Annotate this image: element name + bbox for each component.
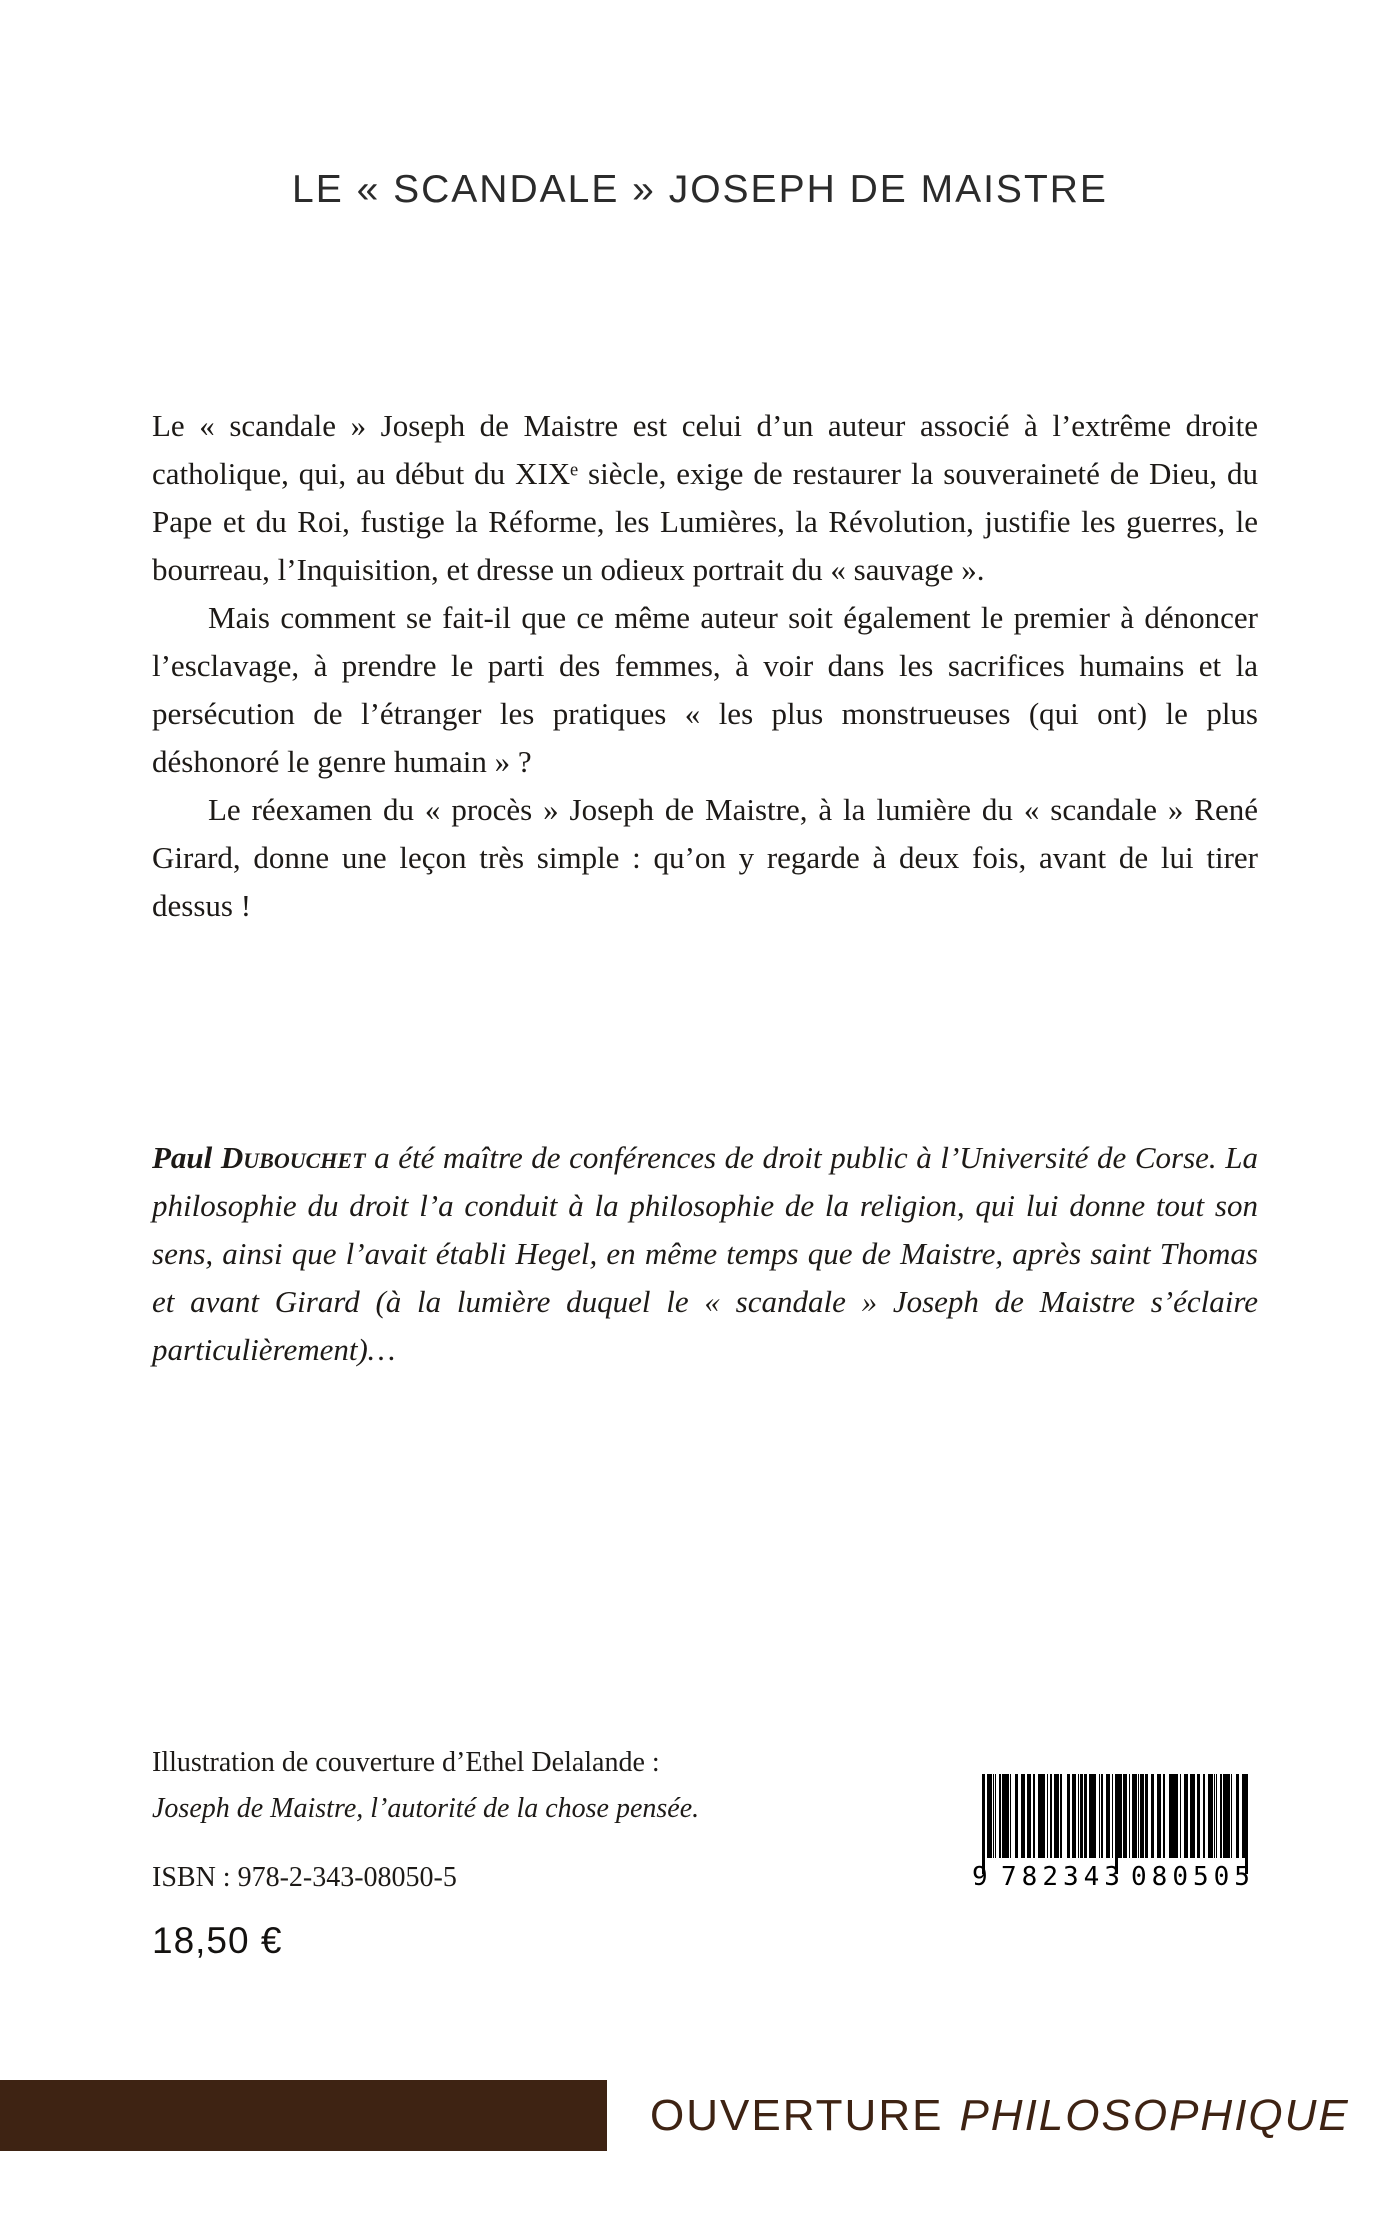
series-color-bar <box>0 2080 607 2151</box>
cover-artwork-title: Joseph de Maistre, l’autorité de la chose pensée. <box>152 1793 700 1824</box>
barcode-lead-digit: 9 <box>972 1862 988 1892</box>
cover-credit-line: Illustration de couverture d’Ethel Delalande : <box>152 1747 660 1778</box>
synopsis-paragraph: Le réexamen du « procès » Joseph de Maistre, à la lumière du « scandale » René Girard, donne une leçon très simple : qu’on y regarde à deux fois, avant de lui tirer dessus ! <box>152 792 1258 923</box>
author-bio-text: a été maître de conférences de droit public à l’Université de Corse. La philosophie du droit l’a conduit à la philosophie de la religion, qui lui donne tout son sens, ainsi que l’avait établi Hegel, en même temps que de Maistre, après saint Thomas et avant Girard (à la lumière duquel le « scandale » Joseph de Maistre s’éclaire particulièrement)… <box>152 1140 1259 1367</box>
series-name-italic: PHILOSOPHIQUE <box>959 2090 1350 2140</box>
author-bio-paragraph <box>152 1134 1258 1374</box>
synopsis <box>152 402 1258 930</box>
series-name-regular: OUVERTURE <box>650 2090 944 2140</box>
barcode-guard-right <box>1245 1774 1248 1874</box>
cover-credit <box>152 1740 952 1832</box>
author-last-name: Dubouchet <box>220 1140 366 1175</box>
synopsis-paragraph: Le « scandale » Joseph de Maistre est celui d’un auteur associé à l’extrême droite catholique, qui, au début du XIXᵉ siècle, exige de restaurer la souveraineté de Dieu, du Pape et du Roi, fustige la Réforme, les Lumières, la Révolution, justifie les guerres, le bourreau, l’Inquisition, et dresse un odieux portrait du « sauvage ». <box>152 408 1258 587</box>
barcode <box>972 1774 1258 1900</box>
series-title <box>650 2080 1350 2151</box>
barcode-guard-center <box>1115 1774 1118 1874</box>
author-bio <box>152 1134 1258 1374</box>
author-first-name: Paul <box>152 1140 221 1175</box>
page-title: LE « SCANDALE » JOSEPH DE MAISTRE <box>292 168 1108 211</box>
price-text: 18,50 € <box>152 1920 283 1961</box>
barcode-number <box>972 1862 1258 1892</box>
barcode-guard-left <box>982 1774 985 1874</box>
barcode-group-2: 080505 <box>1131 1862 1255 1892</box>
author-name <box>152 1140 366 1175</box>
isbn-text: ISBN : 978-2-343-08050-5 <box>152 1862 457 1893</box>
synopsis-paragraph: Mais comment se fait-il que ce même auteur soit également le premier à dénoncer l’esclavage, à prendre le parti des femmes, à voir dans les sacrifices humains et la persécution de l’étranger les pratiques « les plus monstrueuses (qui ont) le plus déshonoré le genre humain » ? <box>152 600 1258 779</box>
barcode-group-1: 782343 <box>1001 1862 1125 1892</box>
